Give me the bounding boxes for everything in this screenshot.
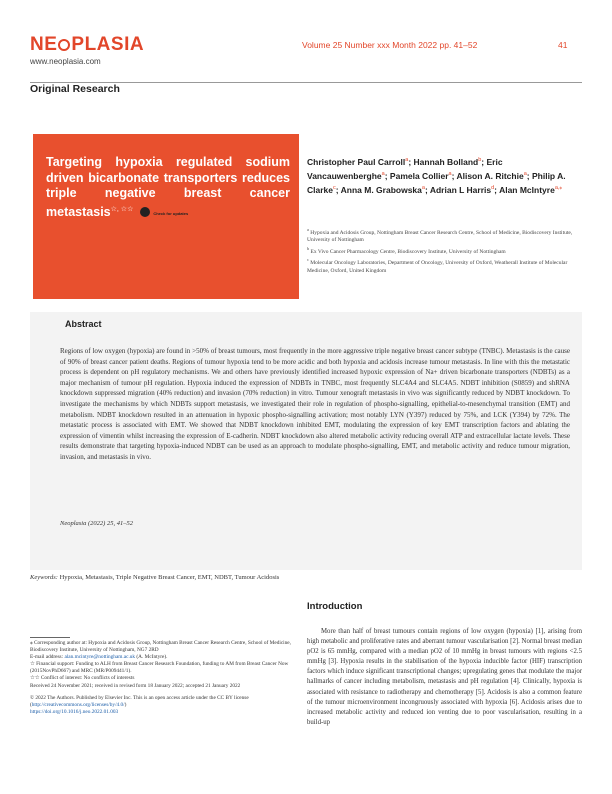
keywords-text: Hypoxia, Metastasis, Triple Negative Breast Cancer, EMT, NDBT, Tumour Acidosis <box>59 574 280 581</box>
article-title-text: Targeting hypoxia regulated sodium driven bicarbonate transporters reduces triple negative breast cancer metastasis <box>46 155 290 219</box>
logo-text-right: PLASIA <box>71 34 145 55</box>
check-for-updates-icon[interactable] <box>140 207 150 217</box>
author-name[interactable]: Hannah Bolland <box>413 156 479 167</box>
affiliation-list <box>307 226 582 275</box>
author-affiliation-mark[interactable]: c <box>333 184 336 191</box>
author-name[interactable]: Adrian L Harris <box>429 184 492 195</box>
journal-issue-line: Volume 25 Number xxx Month 2022 pp. 41–52 <box>302 40 478 50</box>
license-link[interactable]: http://creativecommons.org/licenses/by/4.0/ <box>31 701 125 708</box>
article-type-label: Original Research <box>30 83 120 95</box>
introduction-body: More than half of breast tumours contain regions of low oxygen (hypoxia) [1], arising from high metabolic and proliferative rates and aberrant tumour vascularisation [2]. Normal breast median pO2 is 65 mmHg, compared with a median pO2 of 10 mmHg in breast tumours with regions <2.5 mmHg [3]. Hypoxia results in the stabilisation of the hypoxia inducible factor (HIF) transcription factors which induce significant transcriptional changes; upregulating genes that modulate the major hallmarks of cancer including metabolism, metastasis and pH regulation [4]. Clinically, hypoxia is associated with resistance to radiotherapy and chemotherapy [5]. Acidosis is also a common feature of the tumour microenvironment incongruously associated with hypoxia [6]. Acidosis arises due to increased metabolic activity and reduced ion venting due to poor vascularisation, resulting in a build-up <box>307 628 582 726</box>
affiliation-mark: c <box>307 257 309 263</box>
author-name[interactable]: Pamela Collier <box>389 170 449 181</box>
email-link[interactable]: alan.mcintyre@nottingham.ac.uk <box>64 654 136 661</box>
email-owner: (A. McIntyre). <box>136 654 168 661</box>
check-for-updates-label[interactable]: Check for updates <box>153 210 189 216</box>
copyright-note: © 2022 The Authors. Published by Elsevier Inc. This is an open access article under the CC BY license (http://creativecommons.org/licenses/by/4.0/) <box>30 694 249 708</box>
author-separator: ; <box>451 170 455 181</box>
author-separator: ; <box>481 156 485 167</box>
author-affiliation-mark[interactable]: a <box>405 157 409 163</box>
affiliation-text: Ex Vivo Cancer Pharmacology Centre, Biodiscovery Institute, University of Nottingham <box>310 248 506 255</box>
author-affiliation-mark[interactable]: a <box>381 170 385 177</box>
author-name[interactable]: Alison A. Ritchie <box>456 170 524 181</box>
author-separator: ; <box>384 170 388 181</box>
affiliation-mark: a <box>307 227 309 232</box>
affiliation-text: Hypoxia and Acidosis Group, Nottingham Breast Cancer Research Centre, School of Medicine, Biodiscovery Institute, University of Nottingham <box>307 229 573 244</box>
footnotes <box>30 640 298 716</box>
author-affiliation-mark[interactable]: d <box>491 184 495 191</box>
author-name[interactable]: Christopher Paul Carroll <box>307 156 406 167</box>
abstract-heading: Abstract <box>65 319 102 329</box>
page-number: 41 <box>558 40 568 50</box>
keywords-label: Keywords: <box>30 574 58 581</box>
author-affiliation-mark[interactable]: a <box>421 184 425 191</box>
author-name[interactable]: Eric Vancauwenberghe <box>307 156 503 181</box>
author-affiliation-mark[interactable]: a <box>523 170 527 177</box>
article-title <box>46 155 290 221</box>
copyright-text: © 2022 The Authors. Published by Elsevier Inc. This is an open access article under the CC BY license ( <box>30 694 249 708</box>
introduction-heading: Introduction <box>307 601 363 612</box>
abstract-body: Regions of low oxygen (hypoxia) are found in >50% of breast tumours, most frequently in the more aggressive triple negative breast cancer subtype (TNBC). Metastasis is the cause of 90% of breast cancer patient deaths. Regions of tumour hypoxia tend to be more acidic and both hypoxia and acidosis increase tumour metastasis. In line with this the metastatic process is dependent on pH regulatory mechanisms. We and others have previously identified increased hypoxic expression of Na+ driven bicarbonate transporters (NDBTs) as a major mechanism of tumour pH regulation. Hypoxia induced the expression of NDBTs in TNBC, most frequently SLC4A4 and SLC4A5. NDBT inhibition (S0859) and shRNA knockdown suppressed migration (40% reduction) and invasion (70% reduction) in vitro. Tumour xenograft metastasis in vivo was significantly reduced by NDBT knockdown. To investigate the mechanisms by which NDBTs support metastasis, we investigated their role in regulation of phospho-signalling, epithelial-to-mesenchymal transition (EMT) and metabolism. NDBT knockdown resulted in an attenuation in hypoxic phospho-signalling activation; most notably LYN (Y397) reduced by 75%, and LCK (Y394) by 72%. The metastatic process is associated with EMT. We showed that NDBT knockdown inhibited EMT, modulating the expression of key EMT transcription factors and ablating the expression of vimentin whilst increasing the expression of E-cadherin. NDBT knockdown also altered metabolic activity reducing overall ATP and extracellular lactate levels. These results demonstrate that targeting hypoxia-induced NDBT can be used as an approach to modulate phospho-signalling, EMT, and metabolic activity and reduce tumour migration, invasion, and metastasis in vivo. <box>60 347 570 461</box>
author-name[interactable]: Anna M. Grabowska <box>340 184 422 195</box>
keywords <box>30 574 279 581</box>
affiliation <box>307 256 582 275</box>
affiliation-text: Molecular Oncology Laboratories, Department of Oncology, University of Oxford, Weatherall Institute of Molecular Medicine, Oxford, United Kingdom <box>307 260 568 274</box>
email-label: E-mail address: <box>30 654 64 661</box>
received-dates: Received 24 November 2021; received in revised form 18 January 2022; accepted 21 January 2022 <box>30 682 241 689</box>
funding-note: ☆ Financial support: Funding to ALH from Breast Cancer Research Foundation, funding to AM from Breast Cancer Now (2015NovPhD667) and MRC (MR/P009441/1). <box>30 661 289 675</box>
author-affiliation-mark[interactable]: a,⁎ <box>554 184 563 191</box>
affiliation <box>307 226 582 245</box>
author-separator: ; <box>408 156 412 167</box>
logo-text-left: NE <box>30 34 58 55</box>
journal-url[interactable]: www.neoplasia.com <box>30 57 101 66</box>
author-separator: ; <box>335 184 339 195</box>
author-affiliation-mark[interactable]: b <box>478 157 482 163</box>
title-footnote-marks[interactable]: ☆, ☆☆ <box>110 205 134 213</box>
affiliation <box>307 245 582 256</box>
journal-logo <box>30 35 144 66</box>
author-name[interactable]: Philip A. Clarke <box>307 170 566 195</box>
affiliation-mark: b <box>307 246 310 252</box>
logo-ring-icon <box>58 39 70 51</box>
doi-link[interactable]: https://doi.org/10.1016/j.neo.2022.01.003 <box>30 708 119 715</box>
author-separator: ; <box>526 170 530 181</box>
author-name[interactable]: Alan McIntyre <box>499 184 555 195</box>
footnote-divider <box>30 637 70 638</box>
author-list <box>307 154 577 195</box>
conflict-note: ☆☆ Conflict of interest: No conflicts of interests <box>30 675 135 682</box>
author-separator: ; <box>424 184 428 195</box>
author-affiliation-mark[interactable]: a <box>448 170 452 177</box>
corresponding-author-note: ⁎ Corresponding author at: Hypoxia and Acidosis Group, Nottingham Breast Cancer Research Centre, School of Medicine, Biodiscovery Institute, University of Nottingham, NG7 2RD <box>30 640 291 654</box>
abstract-citation: Neoplasia (2022) 25, 41–52 <box>60 520 133 527</box>
author-separator: ; <box>494 184 498 195</box>
